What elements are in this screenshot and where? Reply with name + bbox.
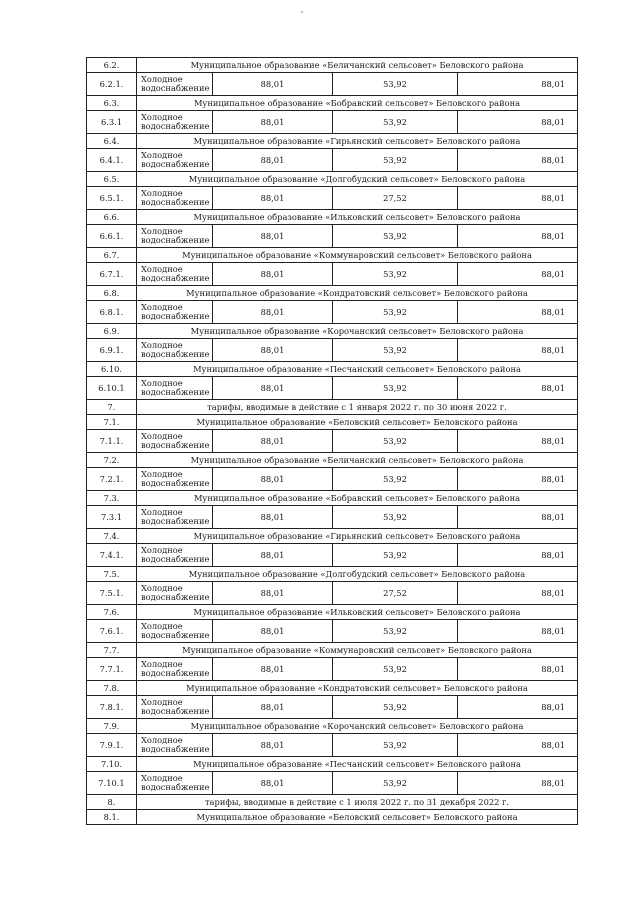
section-header-row [87,795,578,810]
row-number: 6.8. [87,286,137,301]
tariff-row [87,468,578,491]
section-header-row [87,172,578,187]
section-title: Муниципальное образование «Песчанский сельсовет» Беловского района [137,362,578,377]
row-number: 6.4.1. [87,149,137,172]
section-title: Муниципальное образование «Беличанский сельсовет» Беловского района [137,453,578,468]
tariff-value-3: 88,01 [458,506,578,529]
service-name: Холодное водоснабжение [137,468,213,491]
row-number: 7.5. [87,567,137,582]
tariff-row [87,658,578,681]
service-name: Холодное водоснабжение [137,377,213,400]
row-number: 7.9.1. [87,734,137,757]
row-number: 8.1. [87,810,137,825]
tariff-row [87,301,578,324]
service-name: Холодное водоснабжение [137,772,213,795]
service-name: Холодное водоснабжение [137,544,213,567]
tariff-table-body [87,58,578,825]
tariff-value-2: 53,92 [333,149,458,172]
service-name: Холодное водоснабжение [137,506,213,529]
tariff-value-2: 53,92 [333,73,458,96]
tariff-value-2: 53,92 [333,544,458,567]
row-number: 6.2. [87,58,137,73]
section-header-row [87,210,578,225]
tariff-value-2: 53,92 [333,111,458,134]
tariff-value-1: 88,01 [213,187,333,210]
tariff-value-2: 53,92 [333,658,458,681]
tariff-value-1: 88,01 [213,468,333,491]
tariff-row [87,339,578,362]
section-title: Муниципальное образование «Беловский сельсовет» Беловского района [137,810,578,825]
tariff-value-2: 27,52 [333,187,458,210]
tariff-value-1: 88,01 [213,301,333,324]
row-number: 6.10. [87,362,137,377]
tariff-row [87,544,578,567]
section-title: Муниципальное образование «Корочанский сельсовет» Беловского района [137,324,578,339]
row-number: 7.7. [87,643,137,658]
tariff-row [87,582,578,605]
tariff-value-3: 88,01 [458,430,578,453]
tariff-value-3: 88,01 [458,263,578,286]
tariff-row [87,149,578,172]
section-header-row [87,529,578,544]
section-title: Муниципальное образование «Долгобудский сельсовет» Беловского района [137,172,578,187]
row-number: 6.8.1. [87,301,137,324]
section-header-row [87,719,578,734]
row-number: 7.1. [87,415,137,430]
row-number: 7.2.1. [87,468,137,491]
service-name: Холодное водоснабжение [137,339,213,362]
tariff-value-1: 88,01 [213,263,333,286]
service-name: Холодное водоснабжение [137,225,213,248]
tariff-value-2: 53,92 [333,301,458,324]
section-title: Муниципальное образование «Долгобудский сельсовет» Беловского района [137,567,578,582]
service-name: Холодное водоснабжение [137,734,213,757]
section-header-row [87,58,578,73]
section-header-row [87,324,578,339]
tariff-value-3: 88,01 [458,658,578,681]
tariff-value-1: 88,01 [213,149,333,172]
tariff-value-1: 88,01 [213,620,333,643]
section-title: Муниципальное образование «Коммунаровский сельсовет» Беловского района [137,248,578,263]
tariff-row [87,187,578,210]
tariff-row [87,225,578,248]
row-number: 6.10.1 [87,377,137,400]
tariff-value-1: 88,01 [213,73,333,96]
tariff-value-1: 88,01 [213,377,333,400]
section-header-row [87,248,578,263]
row-number: 7.1.1. [87,430,137,453]
tariff-value-3: 88,01 [458,377,578,400]
service-name: Холодное водоснабжение [137,111,213,134]
row-number: 6.7. [87,248,137,263]
tariff-value-2: 53,92 [333,620,458,643]
tariff-row [87,430,578,453]
tariff-row [87,772,578,795]
section-header-row [87,491,578,506]
tariff-table [86,57,578,825]
tariff-value-1: 88,01 [213,772,333,795]
section-title: Муниципальное образование «Песчанский сельсовет» Беловского района [137,757,578,772]
row-number: 7.6. [87,605,137,620]
tariff-value-2: 53,92 [333,506,458,529]
tariff-value-1: 88,01 [213,506,333,529]
tariff-value-3: 88,01 [458,111,578,134]
row-number: 6.4. [87,134,137,149]
service-name: Холодное водоснабжение [137,620,213,643]
section-title: Муниципальное образование «Гирьянский сельсовет» Беловского района [137,529,578,544]
row-number: 7.10.1 [87,772,137,795]
service-name: Холодное водоснабжение [137,430,213,453]
tariff-value-1: 88,01 [213,544,333,567]
tariff-value-3: 88,01 [458,582,578,605]
tariff-document-page [86,57,577,825]
section-header-row [87,134,578,149]
section-header-row [87,96,578,111]
row-number: 7.7.1. [87,658,137,681]
section-title: тарифы, вводимые в действие с 1 июля 2022 г. по 31 декабря 2022 г. [137,795,578,810]
row-number: 7.10. [87,757,137,772]
tariff-value-1: 88,01 [213,658,333,681]
row-number: 7.9. [87,719,137,734]
section-header-row [87,362,578,377]
tariff-value-3: 88,01 [458,149,578,172]
section-title: Муниципальное образование «Беловский сельсовет» Беловского района [137,415,578,430]
tariff-value-2: 53,92 [333,225,458,248]
section-title: Муниципальное образование «Корочанский сельсовет» Беловского района [137,719,578,734]
tariff-row [87,377,578,400]
row-number: 6.5. [87,172,137,187]
section-header-row [87,400,578,415]
tariff-value-2: 53,92 [333,468,458,491]
section-title: Муниципальное образование «Бобравский сельсовет» Беловского района [137,491,578,506]
section-header-row [87,286,578,301]
tariff-value-3: 88,01 [458,772,578,795]
row-number: 6.6. [87,210,137,225]
row-number: 7.3. [87,491,137,506]
tariff-value-2: 53,92 [333,263,458,286]
section-header-row [87,415,578,430]
row-number: 6.6.1. [87,225,137,248]
scan-speck [301,11,303,13]
service-name: Холодное водоснабжение [137,187,213,210]
tariff-row [87,696,578,719]
row-number: 7.8.1. [87,696,137,719]
tariff-row [87,734,578,757]
tariff-row [87,620,578,643]
row-number: 7.2. [87,453,137,468]
service-name: Холодное водоснабжение [137,658,213,681]
row-number: 6.7.1. [87,263,137,286]
tariff-value-2: 53,92 [333,430,458,453]
tariff-value-1: 88,01 [213,696,333,719]
tariff-value-2: 53,92 [333,696,458,719]
section-header-row [87,757,578,772]
tariff-value-1: 88,01 [213,111,333,134]
tariff-value-2: 53,92 [333,339,458,362]
row-number: 7.4. [87,529,137,544]
section-title: тарифы, вводимые в действие с 1 января 2022 г. по 30 июня 2022 г. [137,400,578,415]
section-header-row [87,810,578,825]
tariff-value-2: 53,92 [333,377,458,400]
tariff-value-3: 88,01 [458,225,578,248]
section-header-row [87,681,578,696]
tariff-value-3: 88,01 [458,187,578,210]
tariff-value-3: 88,01 [458,620,578,643]
tariff-value-1: 88,01 [213,225,333,248]
section-title: Муниципальное образование «Ильковский сельсовет» Беловского района [137,210,578,225]
row-number: 7.8. [87,681,137,696]
section-title: Муниципальное образование «Гирьянский сельсовет» Беловского района [137,134,578,149]
tariff-value-3: 88,01 [458,696,578,719]
tariff-row [87,73,578,96]
row-number: 6.9.1. [87,339,137,362]
tariff-value-1: 88,01 [213,430,333,453]
tariff-value-3: 88,01 [458,468,578,491]
tariff-value-3: 88,01 [458,544,578,567]
tariff-value-3: 88,01 [458,734,578,757]
service-name: Холодное водоснабжение [137,696,213,719]
row-number: 6.5.1. [87,187,137,210]
service-name: Холодное водоснабжение [137,301,213,324]
section-title: Муниципальное образование «Кондратовский сельсовет» Беловского района [137,286,578,301]
service-name: Холодное водоснабжение [137,149,213,172]
tariff-value-1: 88,01 [213,339,333,362]
tariff-value-1: 88,01 [213,734,333,757]
tariff-value-2: 53,92 [333,734,458,757]
service-name: Холодное водоснабжение [137,263,213,286]
tariff-row [87,506,578,529]
section-header-row [87,605,578,620]
row-number: 6.3.1 [87,111,137,134]
section-title: Муниципальное образование «Коммунаровский сельсовет» Беловского района [137,643,578,658]
section-header-row [87,453,578,468]
row-number: 6.9. [87,324,137,339]
section-header-row [87,567,578,582]
tariff-row [87,263,578,286]
service-name: Холодное водоснабжение [137,73,213,96]
row-number: 7.6.1. [87,620,137,643]
section-header-row [87,643,578,658]
service-name: Холодное водоснабжение [137,582,213,605]
section-title: Муниципальное образование «Ильковский сельсовет» Беловского района [137,605,578,620]
tariff-value-3: 88,01 [458,73,578,96]
row-number: 8. [87,795,137,810]
tariff-value-3: 88,01 [458,339,578,362]
row-number: 7. [87,400,137,415]
section-title: Муниципальное образование «Кондратовский сельсовет» Беловского района [137,681,578,696]
row-number: 7.5.1. [87,582,137,605]
section-title: Муниципальное образование «Беличанский сельсовет» Беловского района [137,58,578,73]
tariff-value-3: 88,01 [458,301,578,324]
row-number: 7.3.1 [87,506,137,529]
row-number: 7.4.1. [87,544,137,567]
section-title: Муниципальное образование «Бобравский сельсовет» Беловского района [137,96,578,111]
tariff-value-2: 53,92 [333,772,458,795]
row-number: 6.3. [87,96,137,111]
row-number: 6.2.1. [87,73,137,96]
tariff-value-1: 88,01 [213,582,333,605]
tariff-value-2: 27,52 [333,582,458,605]
tariff-row [87,111,578,134]
